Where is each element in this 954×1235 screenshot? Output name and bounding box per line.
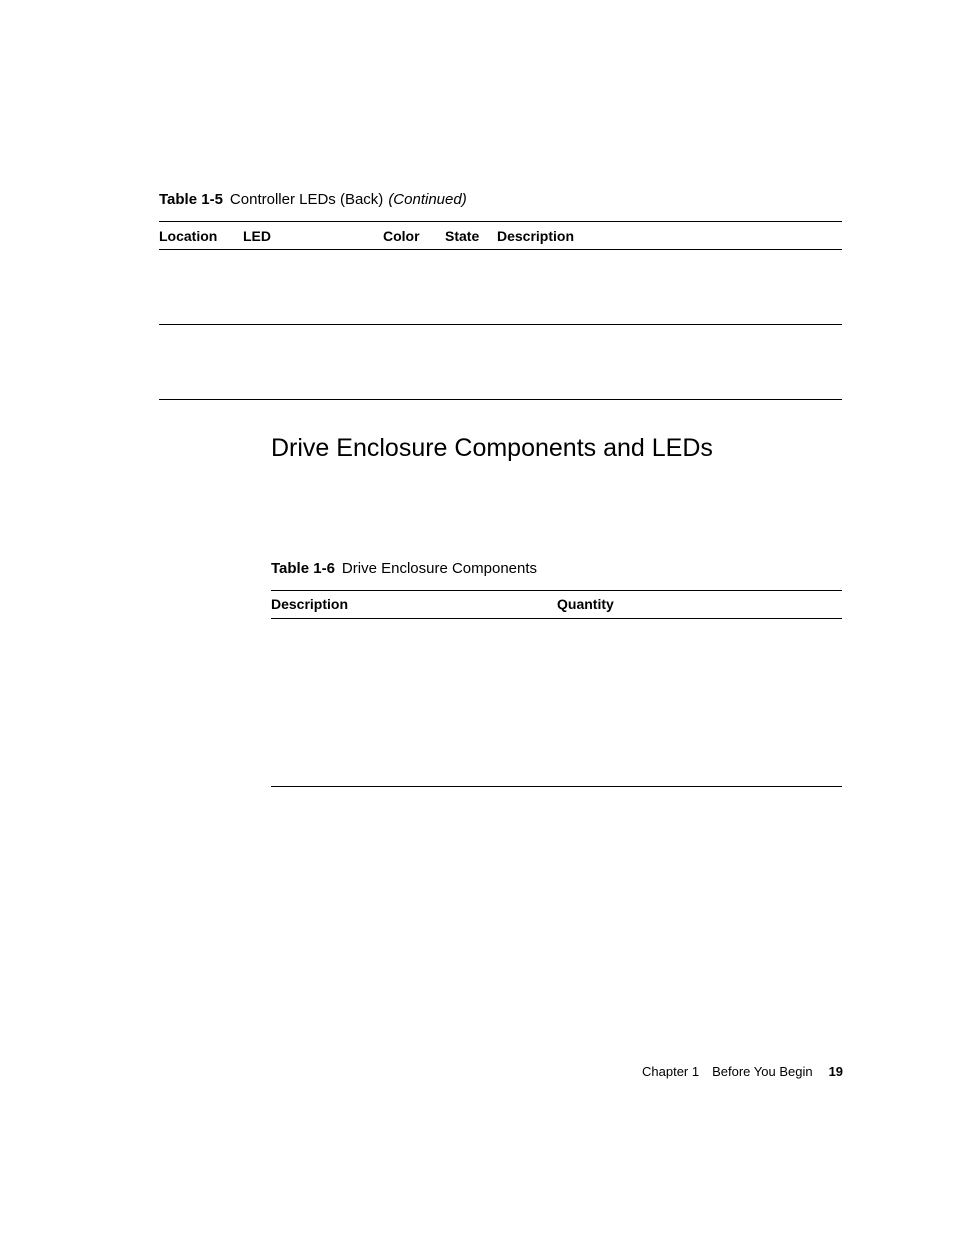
table-1-5-caption-title: Controller LEDs (Back) xyxy=(229,191,384,208)
table-1-5-header-color: Color xyxy=(383,228,420,244)
table-1-5-row-rule xyxy=(159,324,842,325)
table-1-5-header-location: Location xyxy=(159,228,218,244)
table-1-6-caption-title: Drive Enclosure Components xyxy=(341,560,538,577)
footer-page-number: 19 xyxy=(828,1064,844,1079)
table-1-5-header-description: Description xyxy=(497,228,575,244)
table-1-6-header-rule xyxy=(271,618,842,619)
table-1-6-header-quantity: Quantity xyxy=(557,596,614,612)
table-1-6-top-rule xyxy=(271,590,842,591)
table-1-5-header-led: LED xyxy=(243,228,271,244)
footer-chapter: Chapter 1 xyxy=(642,1064,700,1079)
page-footer xyxy=(642,1064,843,1079)
table-1-6-caption-label: Table 1-6 xyxy=(271,560,335,577)
table-1-5-bottom-rule xyxy=(159,399,842,400)
table-1-6-caption xyxy=(271,560,537,577)
footer-chapter-title: Before You Begin xyxy=(712,1064,813,1079)
table-1-6-header-description: Description xyxy=(271,596,349,612)
table-1-5-top-rule xyxy=(159,221,842,222)
table-1-5-caption xyxy=(159,191,467,208)
table-1-5-header-state: State xyxy=(445,228,480,244)
table-1-5-caption-label: Table 1-5 xyxy=(159,191,223,208)
table-1-5-caption-continued: (Continued) xyxy=(388,191,467,208)
table-1-6-bottom-rule xyxy=(271,786,842,787)
table-1-5-header-rule xyxy=(159,249,842,250)
section-heading: Drive Enclosure Components and LEDs xyxy=(271,434,713,462)
